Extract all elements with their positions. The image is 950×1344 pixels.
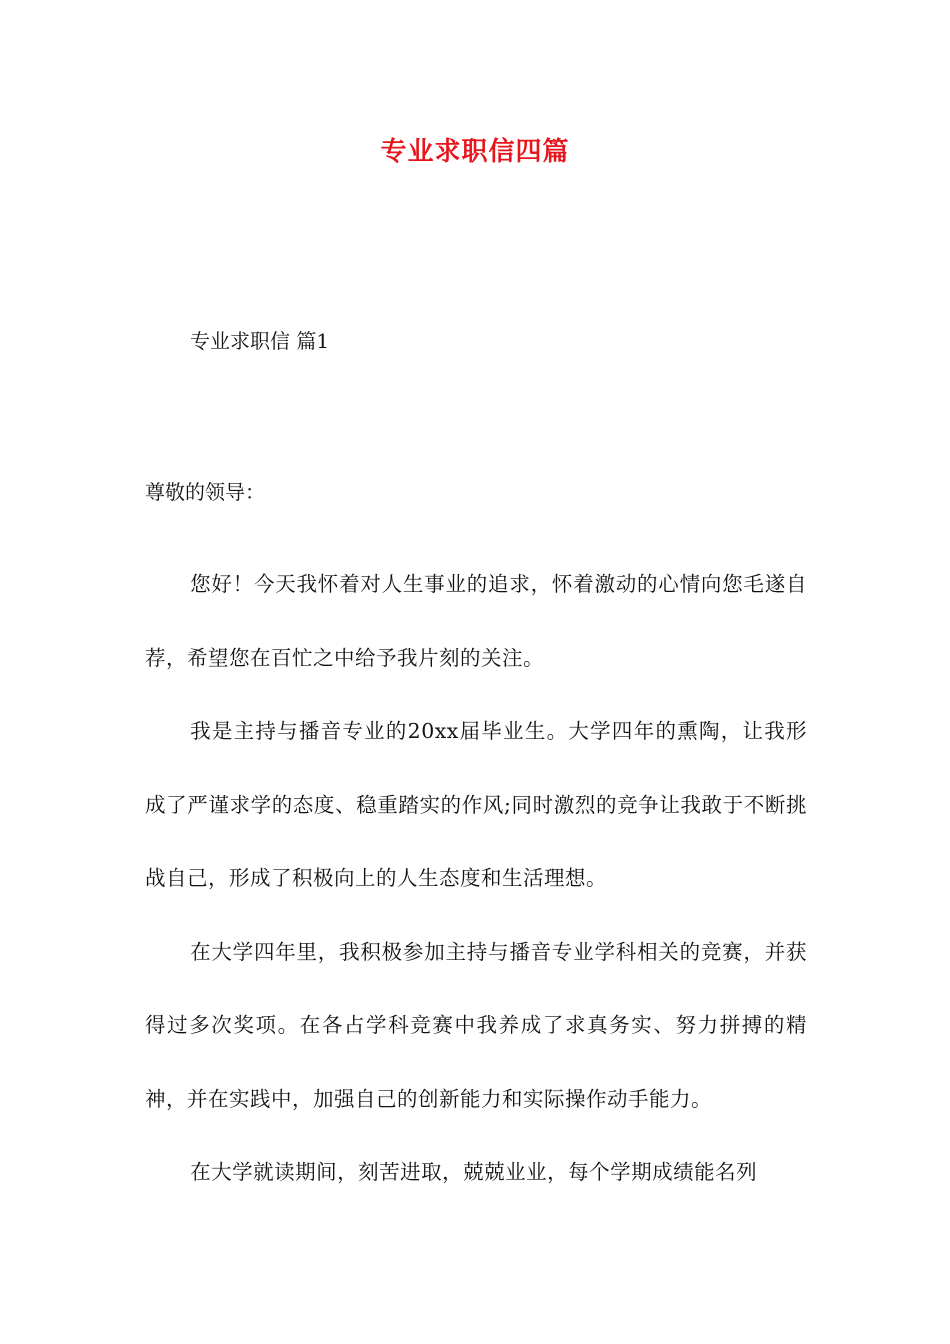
letter-body xyxy=(145,548,807,1210)
paragraph: 在大学就读期间，刻苦进取，兢兢业业，每个学期成绩能名列 xyxy=(190,1160,758,1184)
paragraph: 我是主持与播音专业的20xx届毕业生。大学四年的熏陶，让我形成了严谨求学的态度、稳重踏实的作风;同时激烈的竞争让我敢于不断挑战自己，形成了积极向上的人生态度和生活理想。 xyxy=(145,719,807,890)
paragraph: 您好！今天我怀着对人生事业的追求，怀着激动的心情向您毛遂自荐，希望您在百忙之中给予我片刻的关注。 xyxy=(145,572,807,670)
salutation: 尊敬的领导： xyxy=(145,480,265,504)
paragraph: 在大学四年里，我积极参加主持与播音专业学科相关的竞赛，并获得过多次奖项。在各占学科竞赛中我养成了求真务实、努力拼搏的精神，并在实践中，加强自己的创新能力和实际操作动手能力。 xyxy=(145,939,807,1111)
document-title: 专业求职信四篇 xyxy=(380,137,570,167)
section-heading: 专业求职信 篇1 xyxy=(190,329,330,353)
